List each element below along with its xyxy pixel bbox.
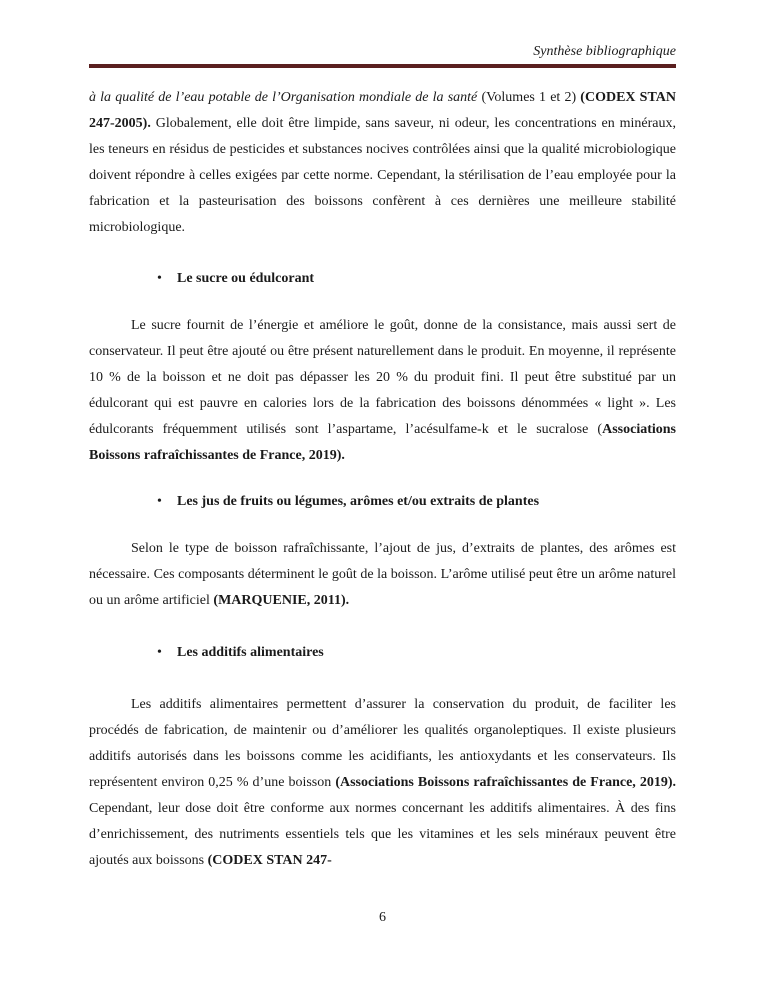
paragraph-water-quality xyxy=(89,85,676,241)
text: Globalement, elle doit être limpide, sans saveur, ni odeur, les concentrations en minéraux, les teneurs en résidus de pesticides et substances nocives contrôlées ainsi que la qualité microbiologique doivent répondre à celles exigées par cette norme. Cependant, la stérilisation de l’eau employée pour la fabrication et la pasteurisation des boissons confèrent à ces dernières une meilleure stabilité microbiologique. xyxy=(89,116,676,235)
citation: (Associations Boissons rafraîchissantes de France, 2019). xyxy=(335,775,677,790)
section-heading-juices xyxy=(157,494,539,510)
text: Cependant, leur dose doit être conforme aux normes concernant les additifs alimentaires. À des fins d’enrichissement, des nutriments essentiels tels que les vitamines et les sels minéraux peuvent être ajoutés aux boissons xyxy=(89,801,676,868)
citation: (CODEX STAN 247-2005). xyxy=(89,90,676,131)
text: Les additifs alimentaires permettent d’assurer la conservation du produit, de faciliter les procédés de fabrication, de maintenir ou d’améliorer les qualités organoleptiques. Il existe plusieurs additifs autorisés dans les boissons comme les acidifiants, les antioxydants et les conservateurs. Ils représentent environ 0,25 % d’une boisson xyxy=(89,697,676,790)
page-number: 6 xyxy=(379,910,386,925)
heading-text: Les jus de fruits ou légumes, arômes et/ou extraits de plantes xyxy=(177,494,540,509)
running-header: Synthèse bibliographique xyxy=(533,44,676,59)
text: Le sucre fournit de l’énergie et améliore le goût, donne de la consistance, mais aussi sert de conservateur. Il peut être ajouté ou être présent naturellement dans le produit. En moyenne, il représente 10 % de la boisson et ne doit pas dépasser les 20 % du produit fini. Il peut être substitué par un édulcorant qui est pauvre en calories lors de la fabrication des boissons dénommées « light ». Les édulcorants fréquemment utilisés sont l’aspartame, l’acésulfame-k et le sucralose ( xyxy=(89,318,676,437)
header-rule xyxy=(89,64,676,68)
citation: Associations Boissons rafraîchissantes de France, 2019). xyxy=(89,422,676,463)
text: Selon le type de boisson rafraîchissante, l’ajout de jus, d’extraits de plantes, des arômes est nécessaire. Ces composants déterminent le goût de la boisson. L’arôme utilisé peut être un arôme naturel ou un arôme artificiel xyxy=(89,541,676,608)
citation: (CODEX STAN 247- xyxy=(207,853,332,868)
paragraph-sugar xyxy=(89,313,676,469)
citation: (MARQUENIE, 2011). xyxy=(213,593,350,608)
paragraph-juices xyxy=(89,536,676,614)
text: (Volumes 1 et 2) xyxy=(477,90,581,105)
bullet-icon: • xyxy=(157,271,162,286)
section-heading-additives xyxy=(157,645,324,661)
heading-text: Le sucre ou édulcorant xyxy=(177,271,315,286)
bullet-icon: • xyxy=(157,494,162,509)
paragraph-additives xyxy=(89,692,676,874)
italic-source: à la qualité de l’eau potable de l’Organisation mondiale de la santé xyxy=(89,90,478,105)
bullet-icon: • xyxy=(157,645,162,660)
section-heading-sugar xyxy=(157,271,314,287)
heading-text: Les additifs alimentaires xyxy=(177,645,324,660)
